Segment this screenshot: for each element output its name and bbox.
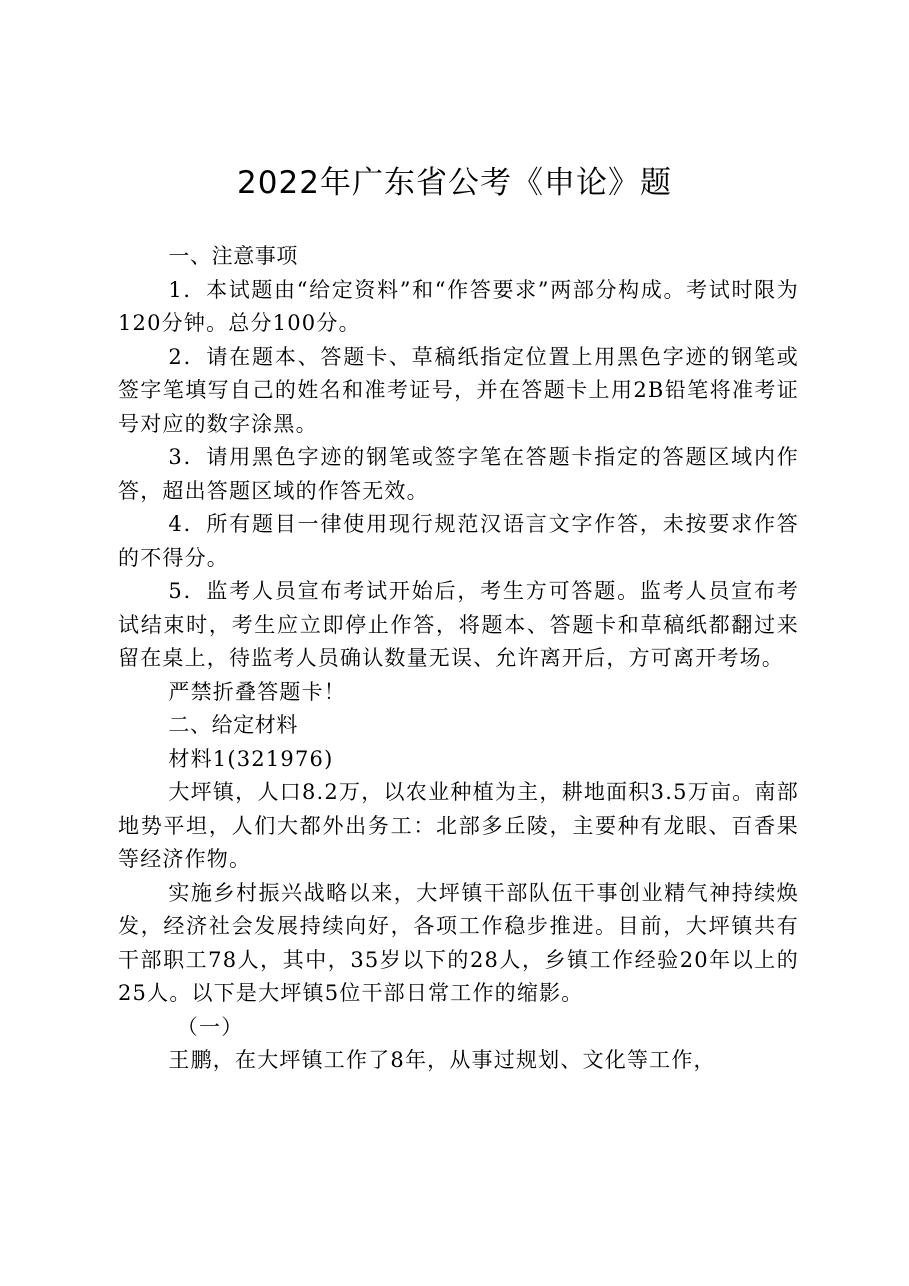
notice-item-4: 4．所有题目一律使用现行规范汉语言文字作答，未按要求作答的不得分。	[118, 512, 799, 570]
notice-item-2: 2．请在题本、答题卡、草稿纸指定位置上用黑色字迹的钢笔或签字笔填写自己的姓名和准考证号，并在答题卡上用2B铅笔将准考证号对应的数字涂黑。	[118, 344, 799, 436]
material-subsection-marker: （一）	[176, 1014, 244, 1039]
page-title: 2022年广东省公考《申论》题	[237, 165, 672, 201]
notice-item-3: 3．请用黑色字迹的钢笔或签字笔在答题卡指定的答题区域内作答，超出答题区域的作答无效。	[118, 445, 799, 503]
section-heading-notice: 一、注意事项	[168, 244, 298, 268]
material-label: 材料1(321976)	[168, 746, 334, 771]
material-paragraph-3: 王鹏，在大坪镇工作了8年，从事过规划、文化等工作，	[168, 1048, 716, 1072]
material-paragraph-2: 实施乡村振兴战略以来，大坪镇干部队伍干事创业精气神持续焕发，经济社会发展持续向好，各项工作稳步推进。目前，大坪镇共有干部职工78人，其中，35岁以下的28人，乡镇工作经验20年以上的25人。以下是大坪镇5位干部日常工作的缩影。	[118, 880, 799, 1005]
notice-item-1: 1．本试题由“给定资料”和“作答要求”两部分构成。考试时限为120分钟。总分100分。	[118, 277, 799, 335]
section-heading-materials: 二、给定材料	[168, 713, 298, 737]
document-body	[118, 240, 799, 1078]
notice-item-5: 5．监考人员宣布考试开始后，考生方可答题。监考人员宣布考试结束时，考生应立即停止作答，将题本、答题卡和草稿纸都翻过来留在桌上，待监考人员确认数量无误、允许离开后，方可离开考场。	[118, 579, 799, 670]
notice-warning: 严禁折叠答题卡！	[168, 679, 346, 704]
material-paragraph-1: 大坪镇，人口8.2万，以农业种植为主，耕地面积3.5万亩。南部地势平坦，人们大都外出务工：北部多丘陵，主要种有龙眼、百香果等经济作物。	[118, 780, 799, 871]
